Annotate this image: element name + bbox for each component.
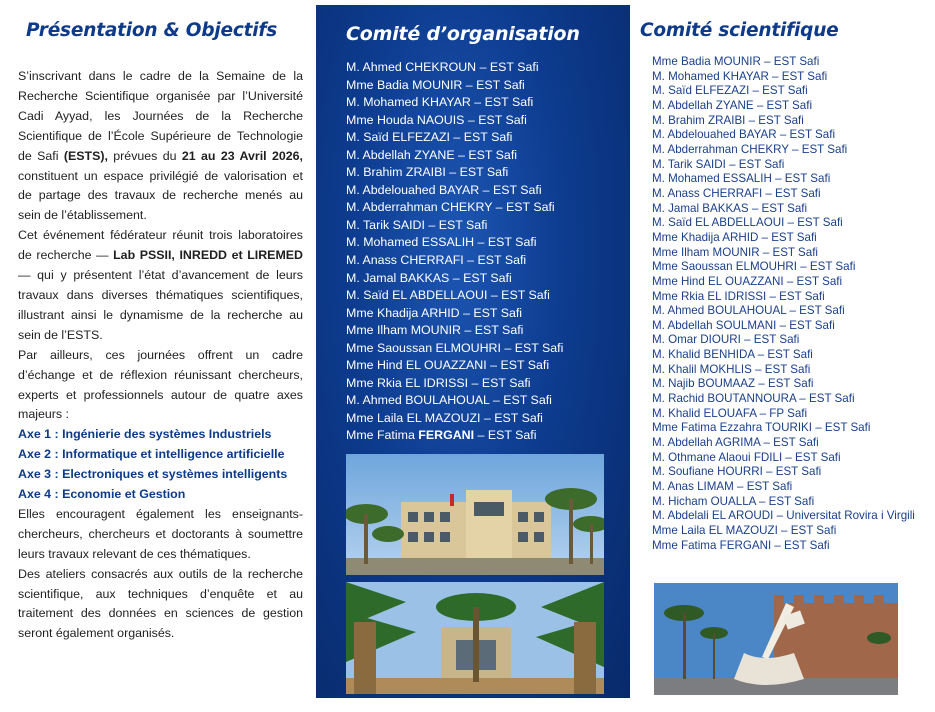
intro-text-3: constituent un espace privilégié de valorisation et de partage des travaux de recherche menés au sein de l’établissement. bbox=[18, 168, 303, 223]
org-member-last bbox=[346, 427, 630, 445]
sci-member: M. Ahmed BOULAHOUAL – EST Safi bbox=[652, 304, 845, 318]
org-member: Mme Rkia EL IDRISSI – EST Safi bbox=[346, 375, 531, 390]
intro-text-2: prévues du bbox=[107, 148, 182, 163]
sci-member: M. Hicham OUALLA – EST Safi bbox=[652, 494, 815, 508]
paragraph-encourage: Elles encouragent également les enseignants-chercheurs, chercheurs et doctorants à soumettre leurs travaux relevant de ces thématiques. bbox=[18, 506, 303, 561]
sci-member: M. Anass CHERRAFI – EST Safi bbox=[652, 186, 821, 200]
org-member: M. Abderrahman CHEKRY – EST Safi bbox=[346, 200, 555, 215]
sci-member: Mme Rkia EL IDRISSI – EST Safi bbox=[652, 289, 825, 303]
scientific-committee-title: Comité scientifique bbox=[640, 20, 839, 41]
sci-member: Mme Hind EL OUAZZANI – EST Safi bbox=[652, 274, 843, 288]
org-member: Mme Houda NAOUIS – EST Safi bbox=[346, 112, 527, 127]
sci-member: M. Khalid BENHIDA – EST Safi bbox=[652, 348, 813, 362]
sci-member: M. Abdellah SOULMANI – EST Safi bbox=[652, 318, 835, 332]
sci-member: M. Saïd ELFEZAZI – EST Safi bbox=[652, 84, 808, 98]
org-member: Mme Laila EL MAZOUZI – EST Safi bbox=[346, 410, 543, 425]
sci-member: Mme Fatima Ezzahra TOURIKI – EST Safi bbox=[652, 421, 871, 435]
sci-member: M. Rachid BOUTANNOURA – EST Safi bbox=[652, 392, 855, 406]
organizing-committee-list bbox=[346, 59, 630, 445]
sci-member: M. Saïd EL ABDELLAOUI – EST Safi bbox=[652, 216, 843, 230]
safi-monument-photo bbox=[654, 583, 898, 695]
labs-names: Lab PSSII, INREDD et LIREMED bbox=[113, 248, 303, 263]
org-member: M. Mohamed KHAYAR – EST Safi bbox=[346, 95, 534, 110]
sci-member: M. Khalid ELOUAFA – FP Safi bbox=[652, 406, 808, 420]
org-member: M. Ahmed CHEKROUN – EST Safi bbox=[346, 60, 539, 74]
axe-3: Axe 3 : Electroniques et systèmes intelligents bbox=[18, 467, 288, 482]
org-member: M. Saïd EL ABDELLAOUI – EST Safi bbox=[346, 288, 550, 303]
sci-member: M. Abdellah AGRIMA – EST Safi bbox=[652, 436, 819, 450]
sci-member: Mme Saoussan ELMOUHRI – EST Safi bbox=[652, 260, 856, 274]
org-member: M. Anass CHERRAFI – EST Safi bbox=[346, 253, 527, 268]
labs-text: Cet événement fédérateur réunit trois laboratoires de recherche — bbox=[18, 228, 303, 263]
scientific-committee-section bbox=[640, 20, 930, 553]
axe-2: Axe 2 : Informatique et intelligence artificielle bbox=[18, 447, 285, 462]
sci-member: M. Abdelouahed BAYAR – EST Safi bbox=[652, 128, 836, 142]
courtyard-photo bbox=[346, 582, 604, 694]
org-member: Mme Badia MOUNIR – EST Safi bbox=[346, 77, 525, 92]
org-member: M. Abdellah ZYANE – EST Safi bbox=[346, 147, 518, 162]
member-affiliation: – EST Safi bbox=[474, 428, 537, 443]
axe-4: Axe 4 : Economie et Gestion bbox=[18, 487, 186, 502]
sci-member: M. Anas LIMAM – EST Safi bbox=[652, 480, 793, 494]
member-first-name: Mme Fatima bbox=[346, 428, 419, 443]
presentation-text bbox=[18, 67, 303, 644]
sci-member: M. Abderrahman CHEKRY – EST Safi bbox=[652, 142, 848, 156]
sci-member: Mme Badia MOUNIR – EST Safi bbox=[652, 55, 820, 68]
paragraph-workshops: Des ateliers consacrés aux outils de la recherche scientifique, aux techniques d’enquête et au traitement des données en sciences de gestion seront également organisés. bbox=[18, 566, 303, 641]
presentation-section bbox=[18, 20, 303, 644]
sci-member: M. Soufiane HOURRI – EST Safi bbox=[652, 465, 822, 479]
organizing-committee-panel bbox=[316, 5, 630, 698]
organizing-committee-title: Comité d’organisation bbox=[346, 23, 580, 45]
paragraph-intro bbox=[18, 67, 303, 226]
ests-acronym: (ESTS), bbox=[63, 148, 108, 163]
sci-member: M. Abdelali EL AROUDI – Universitat Rovira i Virgili bbox=[652, 509, 915, 523]
org-member: Mme Ilham MOUNIR – EST Safi bbox=[346, 323, 524, 338]
org-member: M. Ahmed BOULAHOUAL – EST Safi bbox=[346, 393, 552, 408]
axe-1: Axe 1 : Ingénierie des systèmes Industriels bbox=[18, 427, 272, 442]
org-member: M. Mohamed ESSALIH – EST Safi bbox=[346, 235, 537, 250]
paragraph-axes-intro: Par ailleurs, ces journées offrent un cadre d’échange et de réflexion réunissant chercheurs, experts et professionnels autour de quatre axes majeurs : bbox=[18, 347, 303, 422]
org-member: M. Saïd ELFEZAZI – EST Safi bbox=[346, 130, 513, 145]
org-member: Mme Khadija ARHID – EST Safi bbox=[346, 305, 523, 320]
org-member: M. Tarik SAIDI – EST Safi bbox=[346, 217, 488, 232]
presentation-title: Présentation & Objectifs bbox=[26, 20, 278, 41]
sci-member: M. Mohamed ESSALIH – EST Safi bbox=[652, 172, 831, 186]
intro-text: S’inscrivant dans le cadre de la Semaine de la Recherche Scientifique organisée par l’Université Cadi Ayyad, les Journées de la Recherche Scientifique de l’École Supérieure de Technologie de Safi bbox=[18, 69, 303, 163]
sci-member: M. Najib BOUMAAZ – EST Safi bbox=[652, 377, 814, 391]
org-member: Mme Hind EL OUAZZANI – EST Safi bbox=[346, 358, 550, 373]
event-dates: 21 au 23 Avril 2026, bbox=[181, 148, 303, 163]
sci-member: M. Jamal BAKKAS – EST Safi bbox=[652, 201, 808, 215]
school-building-photo bbox=[346, 454, 604, 575]
sci-member: M. Khalil MOKHLIS – EST Safi bbox=[652, 362, 811, 376]
paragraph-labs bbox=[18, 226, 303, 345]
member-last-name: FERGANI bbox=[418, 428, 475, 443]
sci-member: M. Omar DIOURI – EST Safi bbox=[652, 333, 800, 347]
sci-member: Mme Khadija ARHID – EST Safi bbox=[652, 230, 817, 244]
org-member: M. Jamal BAKKAS – EST Safi bbox=[346, 270, 512, 285]
sci-member: M. Abdellah ZYANE – EST Safi bbox=[652, 98, 813, 112]
sci-member: M. Tarik SAIDI – EST Safi bbox=[652, 157, 785, 171]
labs-text-2: — qui y présentent l’état d’avancement de leurs travaux dans diverses thématiques scientifiques, illustrant ainsi le dynamisme de la recherche au sein de l’ESTS. bbox=[18, 268, 303, 342]
sci-member: M. Brahim ZRAIBI – EST Safi bbox=[652, 113, 804, 127]
sci-member: Mme Fatima FERGANI – EST Safi bbox=[652, 538, 830, 552]
sci-member: M. Mohamed KHAYAR – EST Safi bbox=[652, 69, 828, 83]
sci-member: Mme Ilham MOUNIR – EST Safi bbox=[652, 245, 818, 259]
scientific-committee-list bbox=[652, 55, 930, 553]
org-member: M. Brahim ZRAIBI – EST Safi bbox=[346, 165, 509, 180]
org-member: M. Abdelouahed BAYAR – EST Safi bbox=[346, 182, 542, 197]
sci-member: M. Othmane Alaoui FDILI – EST Safi bbox=[652, 450, 841, 464]
sci-member: Mme Laila EL MAZOUZI – EST Safi bbox=[652, 524, 837, 537]
org-member: Mme Saoussan ELMOUHRI – EST Safi bbox=[346, 340, 564, 355]
